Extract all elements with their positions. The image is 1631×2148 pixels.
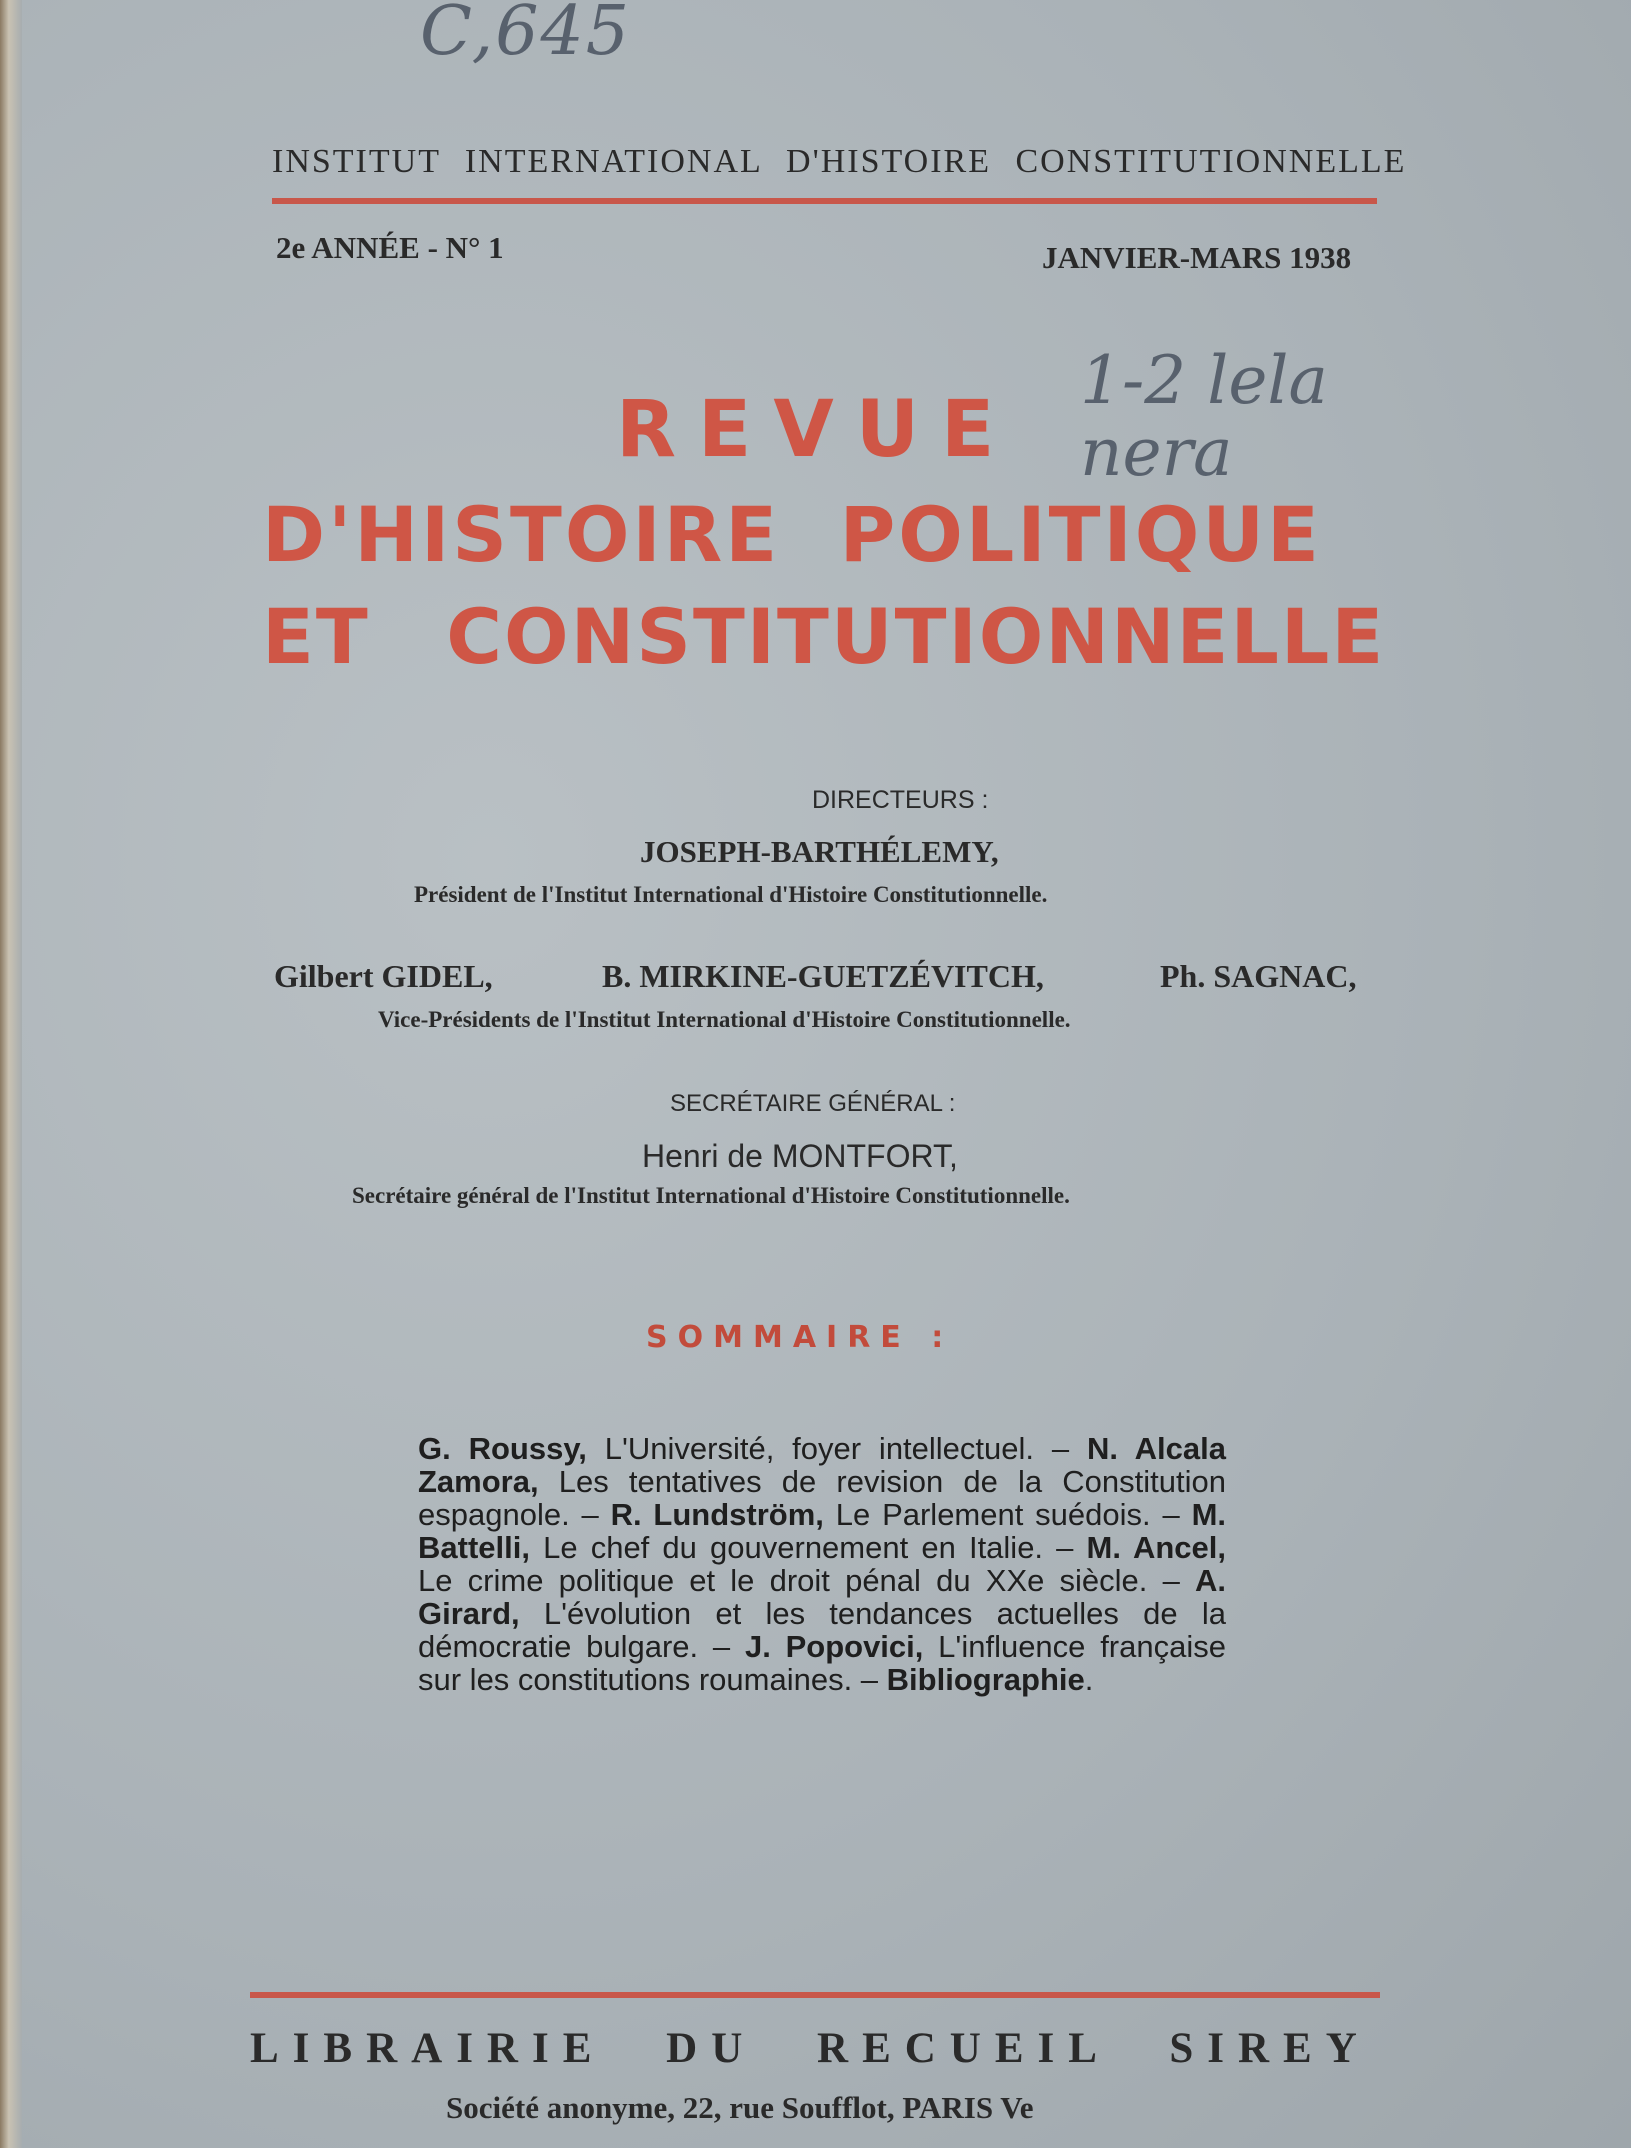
institute-heading: INSTITUT INTERNATIONAL D'HISTOIRE CONSTITUTIONNELLE: [272, 143, 1407, 180]
secretary-name: Henri de MONTFORT,: [642, 1138, 958, 1174]
vice-president-3: Ph. SAGNAC,: [1160, 958, 1357, 994]
summary-text: Les tentatives de revision de la Constitution espagnole. –: [418, 1464, 1226, 1532]
title-line-1: REVUE: [616, 385, 1017, 475]
summary-text: .: [1084, 1662, 1094, 1697]
publisher-address: Société anonyme, 22, rue Soufflot, PARIS Ve: [446, 2090, 1034, 2125]
summary-author: M. Ancel,: [1086, 1530, 1226, 1565]
summary-text: Le crime politique et le droit pénal du XXe siècle. –: [418, 1563, 1195, 1598]
handwritten-margin-note: 1-2 lela nera: [1080, 342, 1328, 491]
summary-author: J. Popovici,: [744, 1629, 924, 1664]
secretary-role: Secrétaire général de l'Institut International d'Histoire Constitutionnelle.: [352, 1183, 1070, 1208]
sommaire-contents: [418, 1432, 1226, 1696]
sommaire-heading: SOMMAIRE :: [646, 1320, 954, 1355]
summary-author: G. Roussy,: [418, 1431, 587, 1466]
summary-author: R. Lundström,: [610, 1497, 824, 1532]
title-line-2: D'HISTOIRE POLITIQUE: [262, 490, 1322, 579]
summary-text: L'évolution et les tendances actuelles de la démocratie bulgare. –: [418, 1596, 1226, 1664]
secretary-heading: SECRÉTAIRE GÉNÉRAL :: [670, 1090, 956, 1117]
handwritten-catalog-number: C,645: [420, 0, 632, 71]
directors-heading: DIRECTEURS :: [812, 786, 989, 814]
title-line-3: ET CONSTITUTIONNELLE: [262, 592, 1386, 681]
summary-text: L'influence française sur les constitutions roumaines. –: [418, 1629, 1226, 1697]
vice-president-1: Gilbert GIDEL,: [274, 958, 493, 994]
director-name: JOSEPH-BARTHÉLEMY,: [640, 834, 999, 869]
book-spine-edge: [0, 0, 22, 2148]
director-role: Président de l'Institut International d'Histoire Constitutionnelle.: [414, 882, 1048, 907]
issue-date: JANVIER-MARS 1938: [1042, 240, 1352, 275]
summary-bibliography: Bibliographie: [886, 1662, 1085, 1697]
vice-president-2: B. MIRKINE-GUETZÉVITCH,: [602, 958, 1044, 994]
issue-number: 2e ANNÉE - N° 1: [276, 230, 504, 265]
header-divider: [272, 198, 1377, 204]
vice-president-role: Vice-Présidents de l'Institut International d'Histoire Constitutionnelle.: [378, 1007, 1071, 1032]
summary-author: A. Girard,: [418, 1563, 1226, 1631]
footer-divider: [250, 1992, 1380, 1998]
publisher-name: LIBRAIRIE DU RECUEIL SIREY: [250, 2025, 1371, 2072]
summary-text: L'Université, foyer intellectuel. –: [586, 1431, 1087, 1466]
summary-text: Le Parlement suédois. –: [823, 1497, 1192, 1532]
summary-author: M. Battelli,: [418, 1497, 1226, 1565]
summary-text: Le chef du gouvernement en Italie. –: [529, 1530, 1087, 1565]
summary-author: N. Alcala Zamora,: [418, 1431, 1226, 1499]
